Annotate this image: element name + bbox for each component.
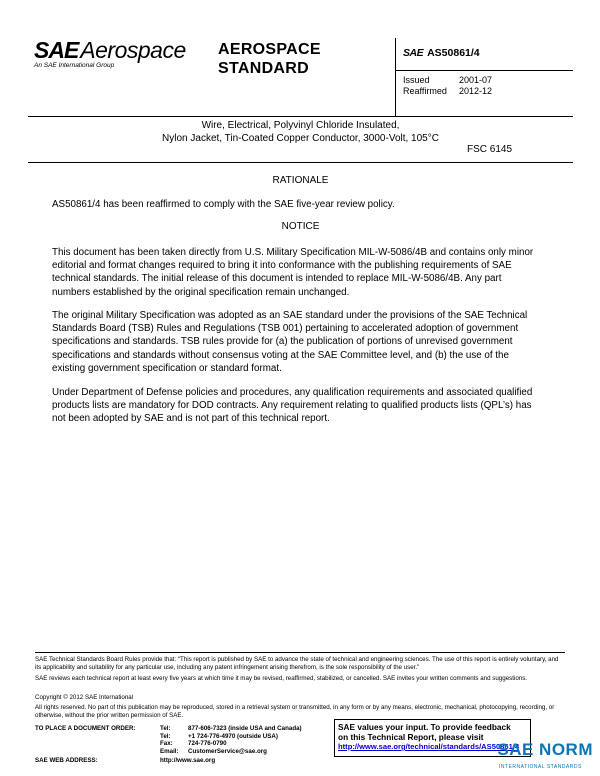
- contact-block: [160, 725, 302, 755]
- document-number: [403, 47, 480, 59]
- notice-heading: NOTICE: [281, 221, 320, 232]
- feedback-line-1: SAE values your input. To provide feedback: [338, 722, 511, 732]
- document-subject: [28, 119, 573, 145]
- watermark-subtitle: INTERNATIONAL STANDARDS: [499, 764, 582, 770]
- sae-norm-watermark: [495, 740, 595, 774]
- tsb-rules-text: SAE Technical Standards Board Rules provide that: “This report is published by SAE to advance the state of technical and engineering sciences. The use of this report is entirely voluntary, and its applicability and suitability for any particular use, including any patent infringement arising therefrom, is the sole responsibility of the user.”: [35, 656, 559, 671]
- logo-subtitle: An SAE International Group: [34, 62, 115, 69]
- order-label: TO PLACE A DOCUMENT ORDER:: [35, 725, 136, 732]
- feedback-line-2: on this Technical Report, please visit: [338, 732, 484, 742]
- tel-label-2: Tel:: [160, 732, 171, 740]
- notice-paragraph-3: Under Department of Defense policies and procedures, any qualification requirements and associated qualified products lists are mandatory for DOD contracts. Any requirement relating to qualified products lists (QPL’s) has not been adopted by SAE and is not part of this technical report.: [52, 387, 533, 425]
- subject-line-2: Nylon Jacket, Tin-Coated Copper Conductor, 3000-Volt, 105°C: [162, 133, 439, 144]
- tel-label: Tel:: [160, 725, 171, 732]
- fax-number: 724-776-0790: [188, 740, 227, 748]
- issued-value: 2001-07: [459, 75, 493, 85]
- notice-paragraph-2: The original Military Specification was adopted as an SAE standard under the provisions of the SAE Technical Standards Board (TSB) Rules and Regulations (TSB 001) pertaining to accelerated adoption of government specifications and standards. TSB rules provide for (a) the publication of portions of unrevised government specifications and standards without consensus voting at the SAE Committee level, and (b) the use of the existing government specification or standard format.: [52, 310, 528, 374]
- issue-dates: [403, 75, 492, 97]
- watermark-title: SAE NORM: [497, 740, 593, 759]
- reaffirmed-label: Reaffirmed: [403, 86, 447, 96]
- footer-rule: [35, 652, 565, 653]
- title-line-1: AEROSPACE: [218, 41, 321, 58]
- rationale-heading: RATIONALE: [272, 175, 329, 186]
- tel-inside: 877-606-7323 (inside USA and Canada): [188, 725, 302, 732]
- email-label: Email:: [160, 747, 179, 755]
- copyright-text: Copyright © 2012 SAE International: [35, 694, 134, 701]
- doc-number-value: AS50861/4: [427, 47, 480, 59]
- subject-line-1: Wire, Electrical, Polyvinyl Chloride Insulated,: [201, 120, 400, 131]
- feedback-link[interactable]: http://www.sae.org/technical/standards/AS50861/4: [338, 742, 520, 751]
- header-divider: [395, 38, 396, 116]
- notice-paragraph-1: This document has been taken directly from U.S. Military Specification MIL-W-5086/4B and contains only minor editorial and format changes required to bring it into conformance with the publishing requirements of SAE technical standards. The initial release of this document is intended to replace MIL-W-5086/4B. Any part numbers established by the original specification remain unchanged.: [52, 247, 534, 298]
- rights-text: All rights reserved. No part of this publication may be reproduced, stored in a retrieval system or transmitted, in any form or by any means, electronic, mechanical, photocopying, recording, or otherwise, without the prior written permission of SAE.: [35, 704, 555, 719]
- web-address-link[interactable]: http://www.sae.org: [160, 757, 216, 764]
- title-line-2: STANDARD: [218, 60, 309, 77]
- review-text: SAE reviews each technical report at least every five years at which time it may be revised, reaffirmed, stabilized, or cancelled. SAE invites your written comments and suggestions.: [35, 675, 528, 682]
- document-type-title: [218, 40, 321, 78]
- rationale-text: AS50861/4 has been reaffirmed to comply with the SAE five-year review policy.: [52, 199, 395, 210]
- email-address[interactable]: CustomerService@sae.org: [188, 747, 267, 755]
- subject-bottom-rule: [28, 162, 573, 163]
- fax-label: Fax:: [160, 740, 173, 748]
- doc-sae-mark: SAE: [403, 47, 424, 59]
- web-address-label: SAE WEB ADDRESS:: [35, 757, 98, 764]
- header-bottom-rule: [28, 116, 573, 117]
- tel-outside: +1 724-776-4970 (outside USA): [188, 732, 278, 740]
- reaffirmed-value: 2012-12: [459, 86, 493, 96]
- logo-aerospace-text: Aerospace: [80, 37, 186, 63]
- issued-label: Issued: [403, 75, 430, 85]
- sae-aerospace-logo: [34, 38, 194, 69]
- docnum-underline: [395, 70, 573, 71]
- fsc-code: FSC 6145: [467, 144, 513, 155]
- logo-sae-text: SAE: [34, 37, 79, 63]
